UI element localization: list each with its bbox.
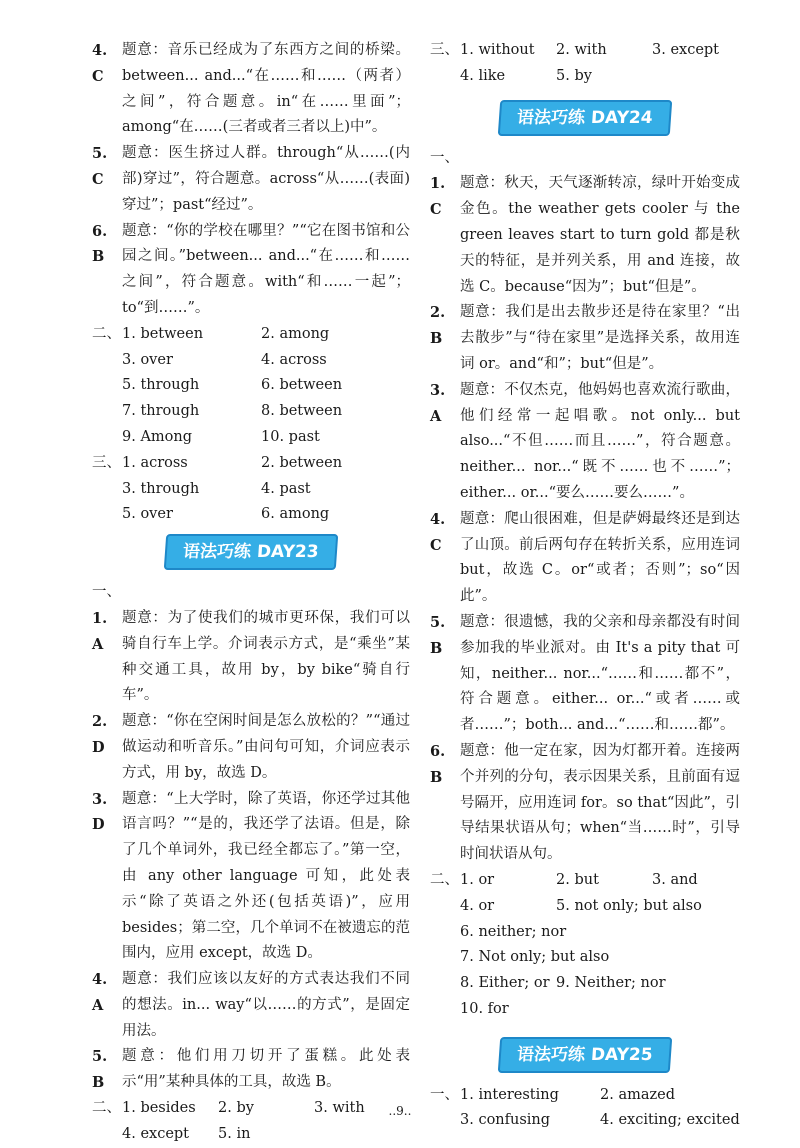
answer-cell: 8. between (261, 403, 343, 420)
answer-number: 2. B (430, 304, 446, 348)
answer-cell: 1. besides (122, 1100, 196, 1117)
answer-explanation: 题意：我们是出去散步还是待在家里？“出去散步”与“待在家里”是选择关系，故用连词 or。and“和”；but“但是”。 (460, 304, 740, 372)
answer-row (460, 945, 740, 971)
answer-item (92, 606, 410, 709)
answer-row (460, 971, 740, 997)
answer-cell: 1. between (122, 325, 204, 342)
answer-cell: 4. or (460, 897, 495, 914)
answer-cell: 1. or (460, 871, 495, 888)
answer-cell: 3. and (652, 871, 698, 888)
answer-cell: 6. between (261, 377, 343, 394)
answer-explanation: 题意：“上大学时，除了英语，你还学过其他语言吗？”“是的，我还学了法语。但是，除了几个单词外，我已经全都忘了。”第一空，由 any other language 可知，此处表示“除了英语之外还(包括英语)”，应用 besides；第二空，几个单词不在被遗忘的范围内，应用 except，故选 D。 (122, 790, 410, 962)
section-label: 一、 (430, 1086, 459, 1103)
answer-number: 3. D (92, 790, 108, 834)
section-label: 二、 (430, 871, 459, 888)
answer-row (122, 451, 410, 477)
section-label: 三、 (430, 42, 459, 58)
answer-explanation: 题意：“你的学校在哪里？”“它在图书馆和公园之间。”between... and...“在……和……之间”，符合题意。with“和……一起”；to“到……”。 (122, 222, 410, 316)
answer-number: 3. A (430, 381, 446, 425)
answer-row (122, 477, 410, 503)
answer-row (460, 38, 740, 64)
answer-row (460, 894, 740, 920)
answer-cell: 1. interesting (460, 1086, 559, 1103)
answer-cell: 6. among (261, 506, 330, 523)
right-column (430, 38, 740, 1134)
answer-row (122, 322, 410, 348)
answer-number: 1. C (430, 175, 446, 219)
answer-cell: 7. through (122, 403, 200, 420)
answer-explanation: 题意：很遗憾，我的父亲和母亲都没有时间参加我的毕业派对。由 It's a pity that 可知，neither... nor...“……和……都不”，符合题意。either... or...“或者……或者……”；both... and...“……和……都”。 (460, 613, 740, 734)
answer-cell: 3. except (652, 42, 720, 58)
section-two (92, 322, 410, 451)
answer-cell: 10. past (261, 428, 320, 445)
section-three (430, 38, 740, 90)
section-label: 一、 (92, 584, 121, 601)
answer-cell: 10. for (460, 1000, 509, 1017)
answer-explanation: 题意：“你在空闲时间是怎么放松的？”“通过做运动和听音乐。”由问句可知，介词应表示方式，用 by，故选 D。 (122, 713, 410, 781)
answer-explanation: 题意：他一定在家，因为灯都开着。连接两个并列的分句，表示因果关系，且前面有逗号隔开，应用连词 for。so that“因此”，引导结果状语从句；when“当……时”，引导时间状语从句。 (460, 742, 740, 863)
answer-item (92, 709, 410, 786)
day25-title: 语法巧练 DAY25 (498, 1037, 672, 1073)
answer-number: 1. A (92, 609, 108, 653)
day24-banner (430, 100, 740, 136)
answer-number: 5. B (92, 1048, 108, 1092)
answer-item (92, 219, 410, 322)
section-label: 一、 (430, 149, 459, 166)
answer-explanation: 题意：爬山很困难，但是萨姆最终还是到达了山顶。前后两句存在转折关系，应用连词 but，故选 C。or“或者；否则”；so“因此”。 (460, 510, 740, 605)
answer-item (430, 739, 740, 868)
answer-cell: 5. by (556, 67, 592, 84)
answer-item (430, 507, 740, 610)
answer-cell: 3. through (122, 480, 200, 497)
answer-row (460, 868, 740, 894)
answer-cell: 3. confusing (460, 1112, 551, 1129)
answer-row (460, 920, 740, 946)
answer-item (430, 610, 740, 739)
answer-row (460, 997, 740, 1023)
answer-row (122, 425, 410, 451)
answer-row (122, 373, 410, 399)
answer-cell: 2. but (556, 871, 599, 888)
answer-explanation: 题意：不仅杰克，他妈妈也喜欢流行歌曲，他们经常一起唱歌。not only... but also...“不但……而且……”，符合题意。neither... nor...“既不……也不……”；either... or...“要么……要么……”。 (460, 381, 740, 501)
answer-explanation: 题意：秋天，天气逐渐转凉，绿叶开始变成金色。the weather gets cooler 与 the green leaves start to turn gold 都是秋天的特征，是并列关系，用 and 连接，故选 C。because“因为”；but“但是”。 (460, 175, 740, 295)
answer-item (430, 171, 740, 300)
answer-explanation: 题意：音乐已经成为了东西方之间的桥梁。between... and...“在……和……（两者）之间”，符合题意。in“在……里面”；among“在……(三者或者三者以上)中”。 (122, 42, 410, 136)
answer-cell: 2. with (556, 42, 607, 58)
answer-cell: 2. between (261, 454, 343, 471)
left-column (92, 38, 410, 1148)
answer-cell: 4. past (261, 480, 311, 497)
answer-item (92, 141, 410, 218)
section-two (430, 868, 740, 1023)
answer-item (92, 967, 410, 1044)
answer-row (122, 399, 410, 425)
answer-cell: 5. in (218, 1125, 251, 1142)
answer-row (122, 1122, 410, 1148)
answer-number: 6. B (92, 222, 108, 266)
answer-item (430, 300, 740, 377)
answer-item (92, 38, 410, 141)
answer-number: 4. A (92, 971, 108, 1014)
section-label: 二、 (92, 1100, 121, 1117)
answer-number: 4. C (430, 510, 446, 554)
answer-row (122, 502, 410, 528)
section-label: 三、 (92, 454, 121, 471)
section-three (92, 451, 410, 528)
answer-explanation: 题意：医生挤过人群。through“从……(内部)穿过”，符合题意。across“从……(表面)穿过”；past“经过”。 (122, 145, 410, 213)
answer-cell: 7. Not only; but also (460, 949, 610, 966)
answer-cell: 3. over (122, 351, 173, 368)
answer-number: 2. D (92, 713, 108, 756)
answer-cell: 4. across (261, 351, 327, 368)
answer-number: 4. C (92, 42, 108, 85)
answer-cell: 3. with (314, 1100, 365, 1117)
answer-cell: 6. neither; nor (460, 923, 567, 940)
day25-banner (430, 1037, 740, 1073)
answer-item (430, 378, 740, 507)
answer-cell: 5. not only; but also (556, 897, 702, 914)
answer-item (92, 787, 410, 968)
section-label: 二、 (92, 325, 121, 342)
answer-row (460, 64, 740, 90)
page-number: ..9.. (388, 1104, 412, 1118)
answer-number: 5. B (430, 613, 446, 657)
answer-row (122, 348, 410, 374)
answer-explanation: 题意：我们应该以友好的方式表达我们不同的想法。in... way“以……的方式”，是固定用法。 (122, 971, 410, 1039)
answer-cell: 9. Among (122, 428, 193, 445)
answer-cell: 9. Neither; nor (556, 975, 666, 992)
day24-title: 语法巧练 DAY24 (498, 100, 672, 136)
answer-cell: 4. except (122, 1125, 190, 1142)
answer-explanation: 题意：为了使我们的城市更环保，我们可以骑自行车上学。介词表示方式，是“乘坐”某种交通工具，故用 by，by bike“骑自行车”。 (122, 609, 410, 704)
answer-item (92, 1044, 410, 1096)
answer-cell: 2. by (218, 1100, 254, 1117)
day23-title: 语法巧练 DAY23 (164, 534, 338, 570)
answer-explanation: 题意：他们用刀切开了蛋糕。此处表示“用”某种具体的工具，故选 B。 (122, 1048, 410, 1091)
answer-number: 6. B (430, 742, 446, 786)
answer-cell: 4. exciting; excited (600, 1112, 740, 1129)
answer-cell: 1. without (460, 42, 535, 58)
day23-banner (92, 534, 410, 570)
answer-cell: 5. through (122, 377, 200, 394)
answer-cell: 8. Either; or (460, 975, 550, 992)
answer-cell: 1. across (122, 454, 188, 471)
answer-cell: 2. among (261, 325, 330, 342)
answer-cell: 2. amazed (600, 1086, 675, 1103)
answer-cell: 4. like (460, 67, 506, 84)
answer-number: 5. C (92, 145, 108, 188)
answer-cell: 5. over (122, 506, 173, 523)
